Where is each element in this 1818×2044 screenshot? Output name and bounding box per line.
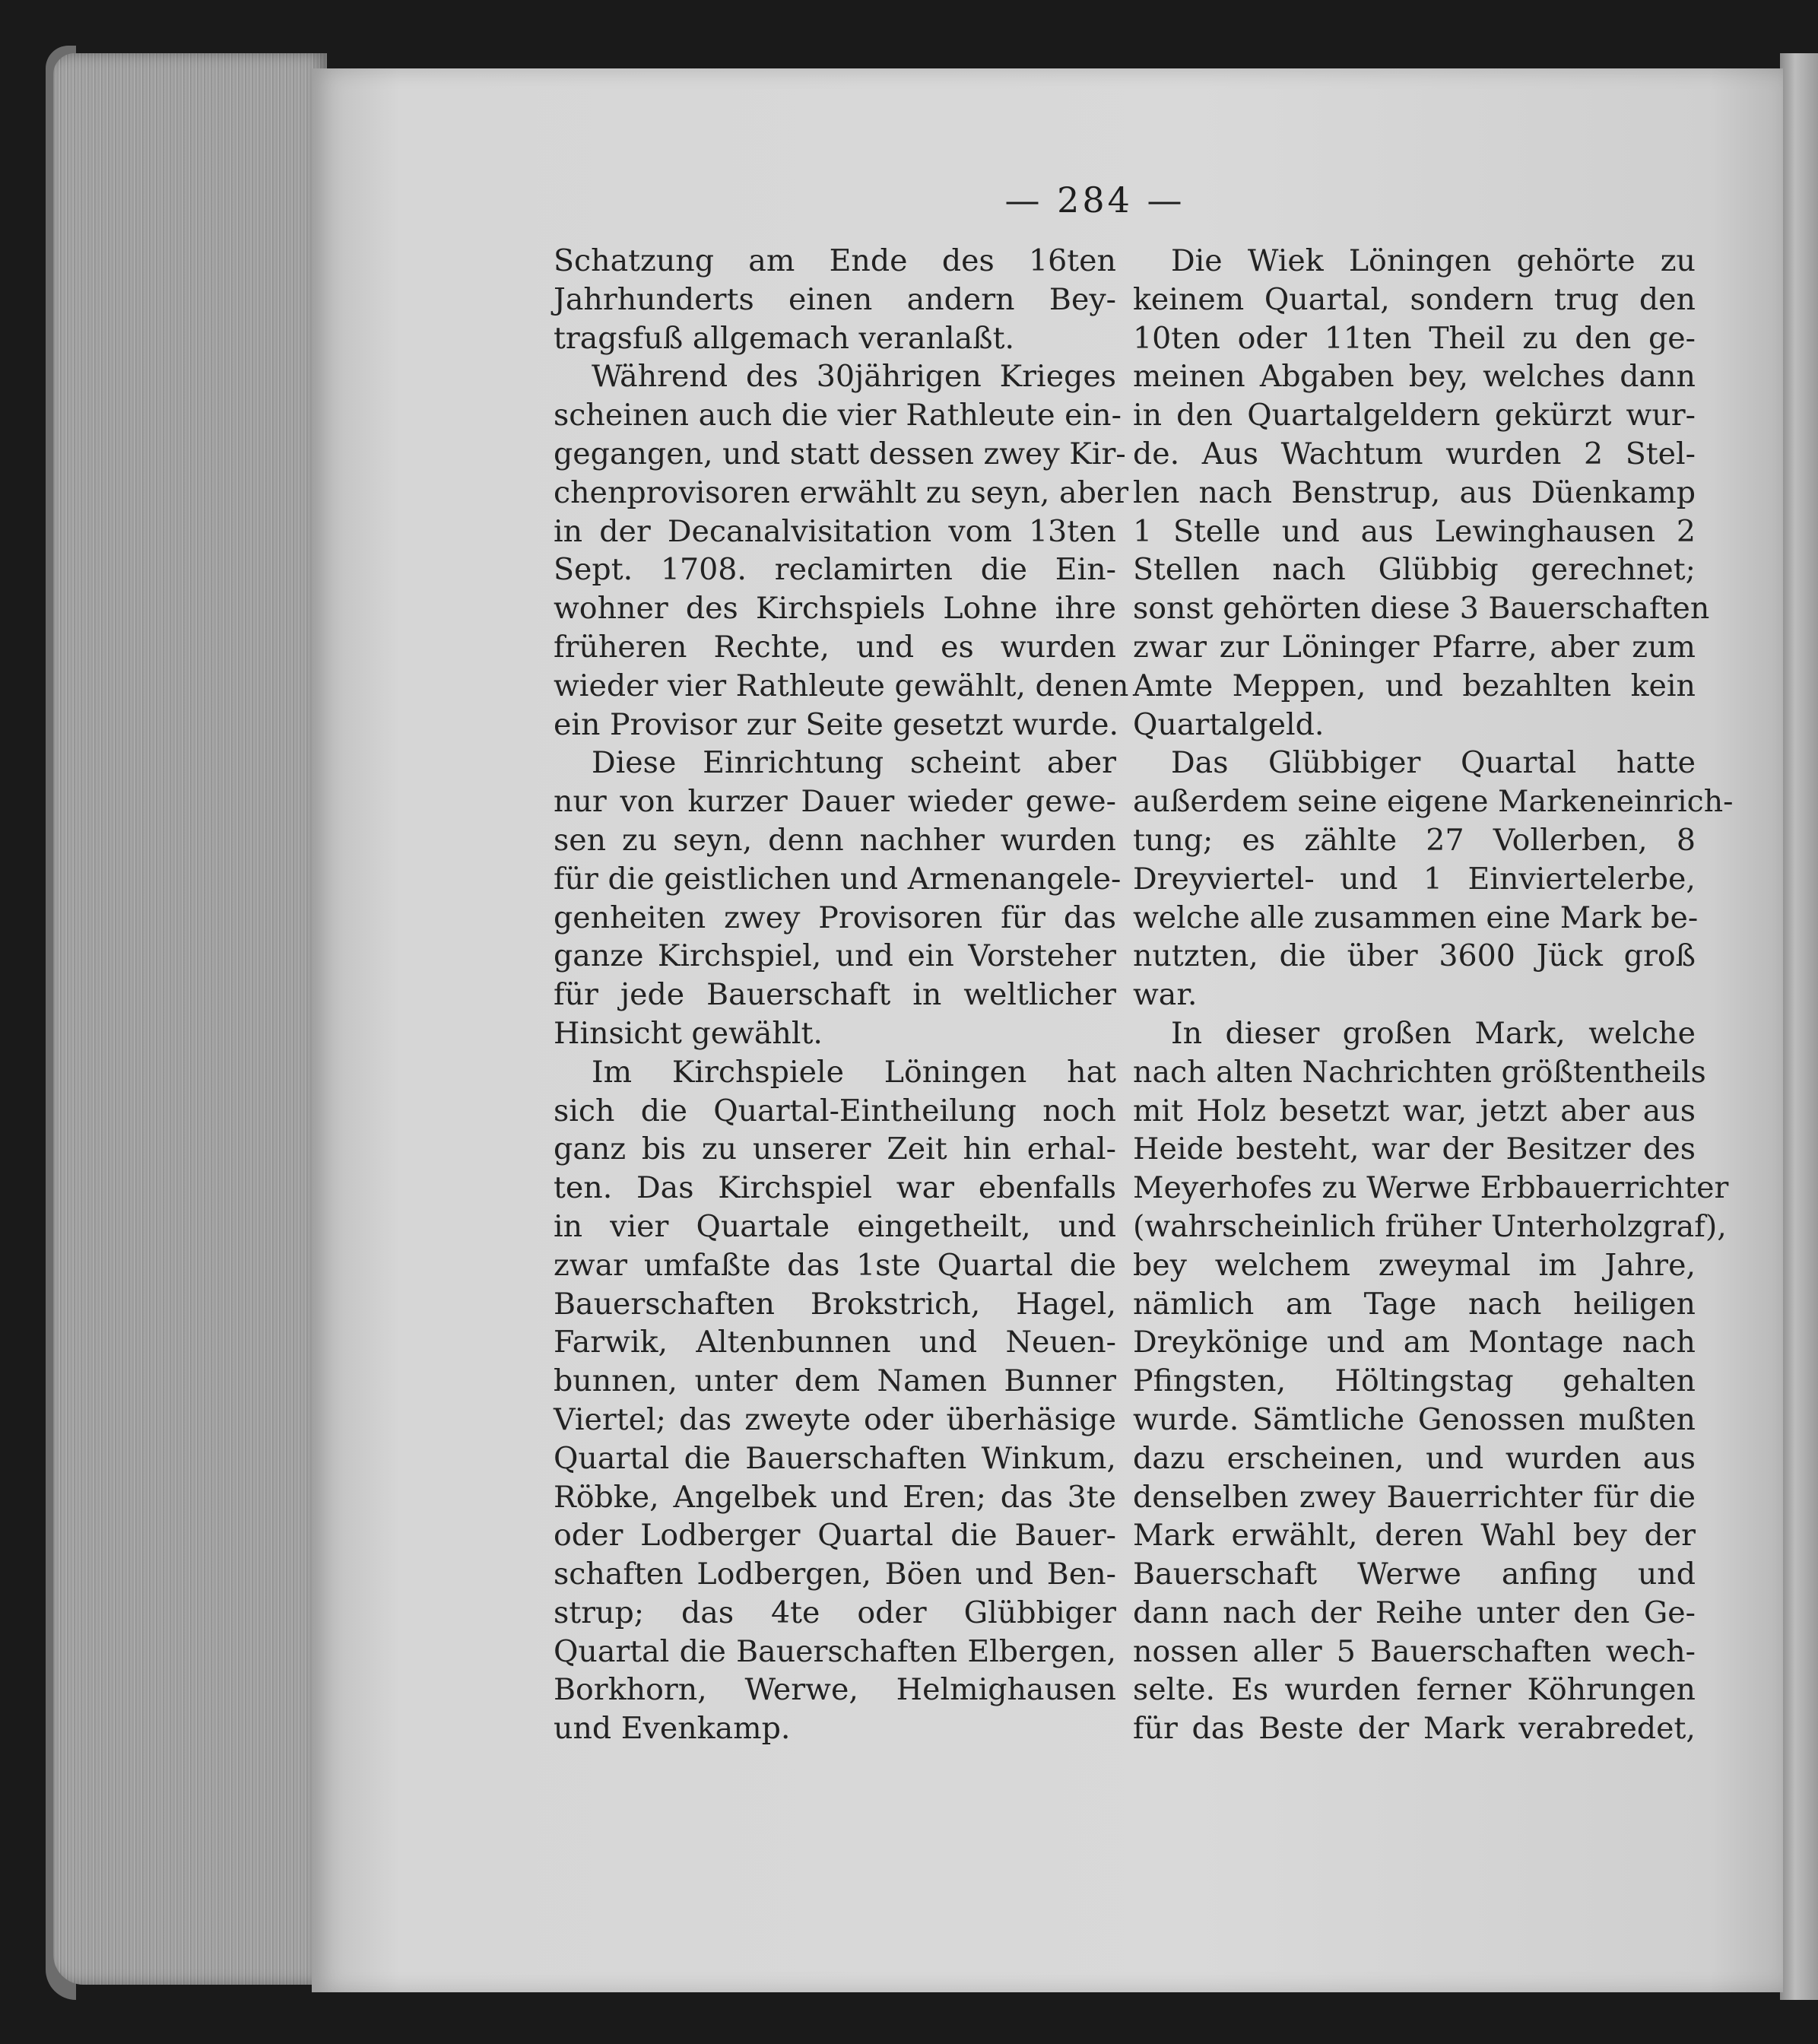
text-line: tung; es zählte 27 Vollerben, 8: [1133, 822, 1696, 858]
text-line: war.: [1133, 977, 1198, 1013]
text-line: chenprovisoren erwählt zu seyn, aber: [554, 474, 1129, 510]
text-line: Dreykönige und am Montage nach: [1133, 1325, 1696, 1360]
text-line: dann nach der Reihe unter den Ge-: [1133, 1595, 1696, 1630]
text-line: bey welchem zweymal im Jahre,: [1133, 1247, 1696, 1283]
text-line: Amte Meppen, und bezahlten kein: [1133, 668, 1696, 703]
text-line: (wahrscheinlich früher Unterholzgraf),: [1133, 1208, 1727, 1244]
right-text-column: [1133, 242, 1734, 1748]
text-line: wieder vier Rathleute gewählt, denen: [554, 668, 1129, 703]
text-line: in der Decanalvisitation vom 13ten: [554, 513, 1116, 549]
text-line: Mark erwählt, deren Wahl bey der: [1133, 1518, 1696, 1554]
text-line: Quartal die Bauerschaften Winkum,: [554, 1440, 1116, 1476]
text-line: nur von kurzer Dauer wieder gewe-: [554, 784, 1116, 820]
text-line: Dreyviertel- und 1 Einviertelerbe,: [1133, 861, 1696, 897]
text-line: nossen aller 5 Bauerschaften wech-: [1133, 1633, 1696, 1669]
text-line: in den Quartalgeldern gekürzt wur-: [1133, 398, 1696, 433]
text-line: Diese Einrichtung scheint aber: [592, 745, 1116, 781]
text-line: meinen Abgaben bey, welches dann: [1133, 359, 1696, 395]
text-line: nutzten, die über 3600 Jück groß: [1133, 938, 1696, 974]
text-line: Das Glübbiger Quartal hatte: [1171, 745, 1696, 781]
text-line: Quartal die Bauerschaften Elbergen,: [554, 1633, 1116, 1669]
text-line: für das Beste der Mark verabredet,: [1133, 1711, 1696, 1747]
text-line: denselben zwey Bauerrichter für die: [1133, 1479, 1696, 1515]
text-line: de. Aus Wachtum wurden 2 Stel-: [1133, 436, 1696, 471]
text-line: Die Wiek Löningen gehörte zu: [1171, 243, 1696, 278]
text-line: Bauerschaft Werwe anfing und: [1133, 1557, 1696, 1592]
text-line: keinem Quartal, sondern trug den: [1133, 281, 1696, 317]
text-line: schaften Lodbergen, Böen und Ben-: [554, 1557, 1116, 1592]
text-line: nach alten Nachrichten größtentheils: [1133, 1054, 1706, 1090]
text-line: nämlich am Tage nach heiligen: [1133, 1286, 1696, 1322]
text-line: strup; das 4te oder Glübbiger: [554, 1595, 1116, 1630]
text-line: zwar umfaßte das 1ste Quartal die: [554, 1247, 1116, 1283]
text-line: und Evenkamp.: [554, 1711, 791, 1747]
text-line: Hinsicht gewählt.: [554, 1015, 823, 1051]
text-line: Borkhorn, Werwe, Helmighausen: [554, 1672, 1116, 1708]
page-number: — 284 —: [1004, 179, 1185, 221]
text-line: früheren Rechte, und es wurden: [554, 629, 1116, 665]
text-line: oder Lodberger Quartal die Bauer-: [554, 1518, 1116, 1554]
text-line: dazu erscheinen, und wurden aus: [1133, 1440, 1696, 1476]
text-line: außerdem seine eigene Markeneinrich-: [1133, 784, 1734, 820]
text-line: Im Kirchspiele Löningen hat: [592, 1054, 1116, 1090]
text-line: Jahrhunderts einen andern Bey-: [554, 281, 1116, 317]
text-line: Quartalgeld.: [1133, 706, 1325, 742]
text-line: für die geistlichen und Armenangele-: [554, 861, 1122, 897]
text-line: Schatzung am Ende des 16ten: [554, 243, 1116, 278]
text-line: In dieser großen Mark, welche: [1171, 1015, 1696, 1051]
text-line: für jede Bauerschaft in weltlicher: [554, 977, 1116, 1013]
text-line: Meyerhofes zu Werwe Erbbauerrichter: [1133, 1170, 1729, 1206]
text-line: Farwik, Altenbunnen und Neuen-: [554, 1325, 1116, 1360]
text-line: selte. Es wurden ferner Köhrungen: [1133, 1672, 1696, 1708]
text-line: genheiten zwey Provisoren für das: [554, 900, 1116, 935]
text-line: zwar zur Löninger Pfarre, aber zum: [1133, 629, 1696, 665]
text-line: ten. Das Kirchspiel war ebenfalls: [554, 1170, 1116, 1206]
text-line: len nach Benstrup, aus Düenkamp: [1133, 474, 1696, 510]
text-line: 1 Stelle und aus Lewinghausen 2: [1133, 513, 1696, 549]
text-line: tragsfuß allgemach veranlaßt.: [554, 320, 1015, 356]
text-line: Viertel; das zweyte oder überhäsige: [554, 1401, 1116, 1437]
text-line: Bauerschaften Brokstrich, Hagel,: [554, 1286, 1116, 1322]
text-line: in vier Quartale eingetheilt, und: [554, 1208, 1116, 1244]
text-line: ganz bis zu unserer Zeit hin erhal-: [554, 1132, 1116, 1167]
text-line: bunnen, unter dem Namen Bunner: [554, 1363, 1116, 1399]
left-text-column: [554, 242, 1129, 1748]
text-line: welche alle zusammen eine Mark be-: [1133, 900, 1699, 935]
text-line: mit Holz besetzt war, jetzt aber aus: [1133, 1093, 1696, 1128]
text-line: 10ten oder 11ten Theil zu den ge-: [1133, 320, 1696, 356]
text-line: ein Provisor zur Seite gesetzt wurde.: [554, 706, 1119, 742]
text-line: Heide besteht, war der Besitzer des: [1133, 1132, 1696, 1167]
text-line: Sept. 1708. reclamirten die Ein-: [554, 552, 1116, 588]
text-line: Röbke, Angelbek und Eren; das 3te: [554, 1479, 1116, 1515]
text-line: Stellen nach Glübbig gerechnet;: [1133, 552, 1696, 588]
text-line: wurde. Sämtliche Genossen mußten: [1133, 1401, 1696, 1437]
next-page-edge: [1780, 53, 1818, 2000]
text-line: wohner des Kirchspiels Lohne ihre: [554, 591, 1116, 627]
book-page-edges: [53, 53, 327, 1985]
text-line: sen zu seyn, denn nachher wurden: [554, 822, 1116, 858]
text-line: ganze Kirchspiel, und ein Vorsteher: [554, 938, 1116, 974]
text-line: Pfingsten, Höltingstag gehalten: [1133, 1363, 1696, 1399]
text-line: sonst gehörten diese 3 Bauerschaften: [1133, 591, 1710, 627]
text-line: gegangen, und statt dessen zwey Kir-: [554, 436, 1126, 471]
text-line: Während des 30jährigen Krieges: [592, 359, 1116, 395]
text-line: sich die Quartal-Eintheilung noch: [554, 1093, 1116, 1128]
text-line: scheinen auch die vier Rathleute ein-: [554, 398, 1122, 433]
